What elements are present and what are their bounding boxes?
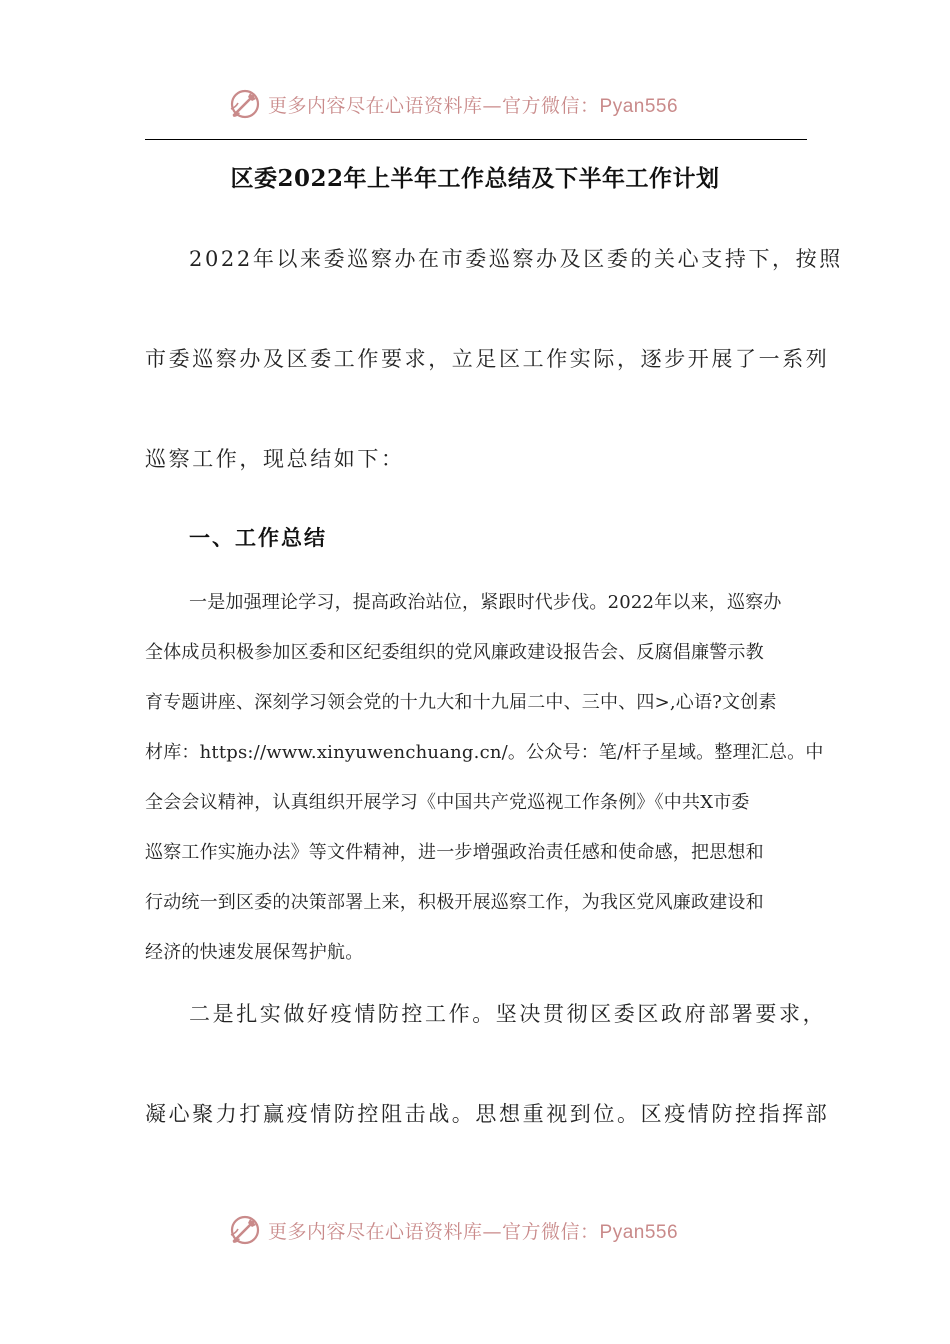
intro-line-3: 巡察工作，现总结如下： <box>145 447 405 471</box>
header-divider <box>145 139 807 140</box>
pen-logo-icon <box>228 1213 262 1247</box>
para2-line-2: 凝心聚力打赢疫情防控阻击战。思想重视到位。区疫情防控指挥部 <box>145 1102 830 1126</box>
section-heading: 一、工作总结 <box>189 525 327 550</box>
intro-line-2: 市委巡察办及区委工作要求，立足区工作实际，逐步开展了一系列 <box>145 347 830 371</box>
para1-line-7: 行动统一到区委的决策部署上来，积极开展巡察工作，为我区党风廉政建设和 <box>145 892 764 913</box>
para1-line-8: 经济的快速发展保驾护航。 <box>145 942 364 963</box>
para1-line-5: 全会会议精神，认真组织开展学习《中国共产党巡视工作条例》《中共X市委 <box>145 792 750 813</box>
para1-line-6: 巡察工作实施办法》等文件精神，进一步增强政治责任感和使命感，把思想和 <box>145 842 764 863</box>
header-watermark <box>0 84 950 124</box>
para2-line-1: 二是扎实做好疫情防控工作。坚决贯彻区委区政府部署要求， <box>189 1002 827 1026</box>
watermark-text: 更多内容尽在心语资料库—官方微信：Pyan556 <box>268 1220 679 1243</box>
watermark-text: 更多内容尽在心语资料库—官方微信：Pyan556 <box>268 94 679 117</box>
para1-line-1: 一是加强理论学习，提高政治站位，紧跟时代步伐。2022年以来，巡察办 <box>189 592 782 613</box>
para1-line-2: 全体成员积极参加区委和区纪委组织的党风廉政建设报告会、反腐倡廉警示教 <box>145 642 764 663</box>
para1-line-3: 育专题讲座、深刻学习领会党的十九大和十九届二中、三中、四>,心语?文创素 <box>145 692 777 713</box>
pen-logo-icon <box>228 87 262 121</box>
intro-line-1: 2022年以来委巡察办在市委巡察办及区委的关心支持下，按照 <box>189 247 843 271</box>
footer-watermark <box>0 1210 950 1250</box>
document-title: 区委2022年上半年工作总结及下半年工作计划 <box>230 165 720 192</box>
para1-line-4: 材库：https://www.xinyuwenchuang.cn/。公众号：笔/杆子星域。整理汇总。中 <box>145 742 824 763</box>
